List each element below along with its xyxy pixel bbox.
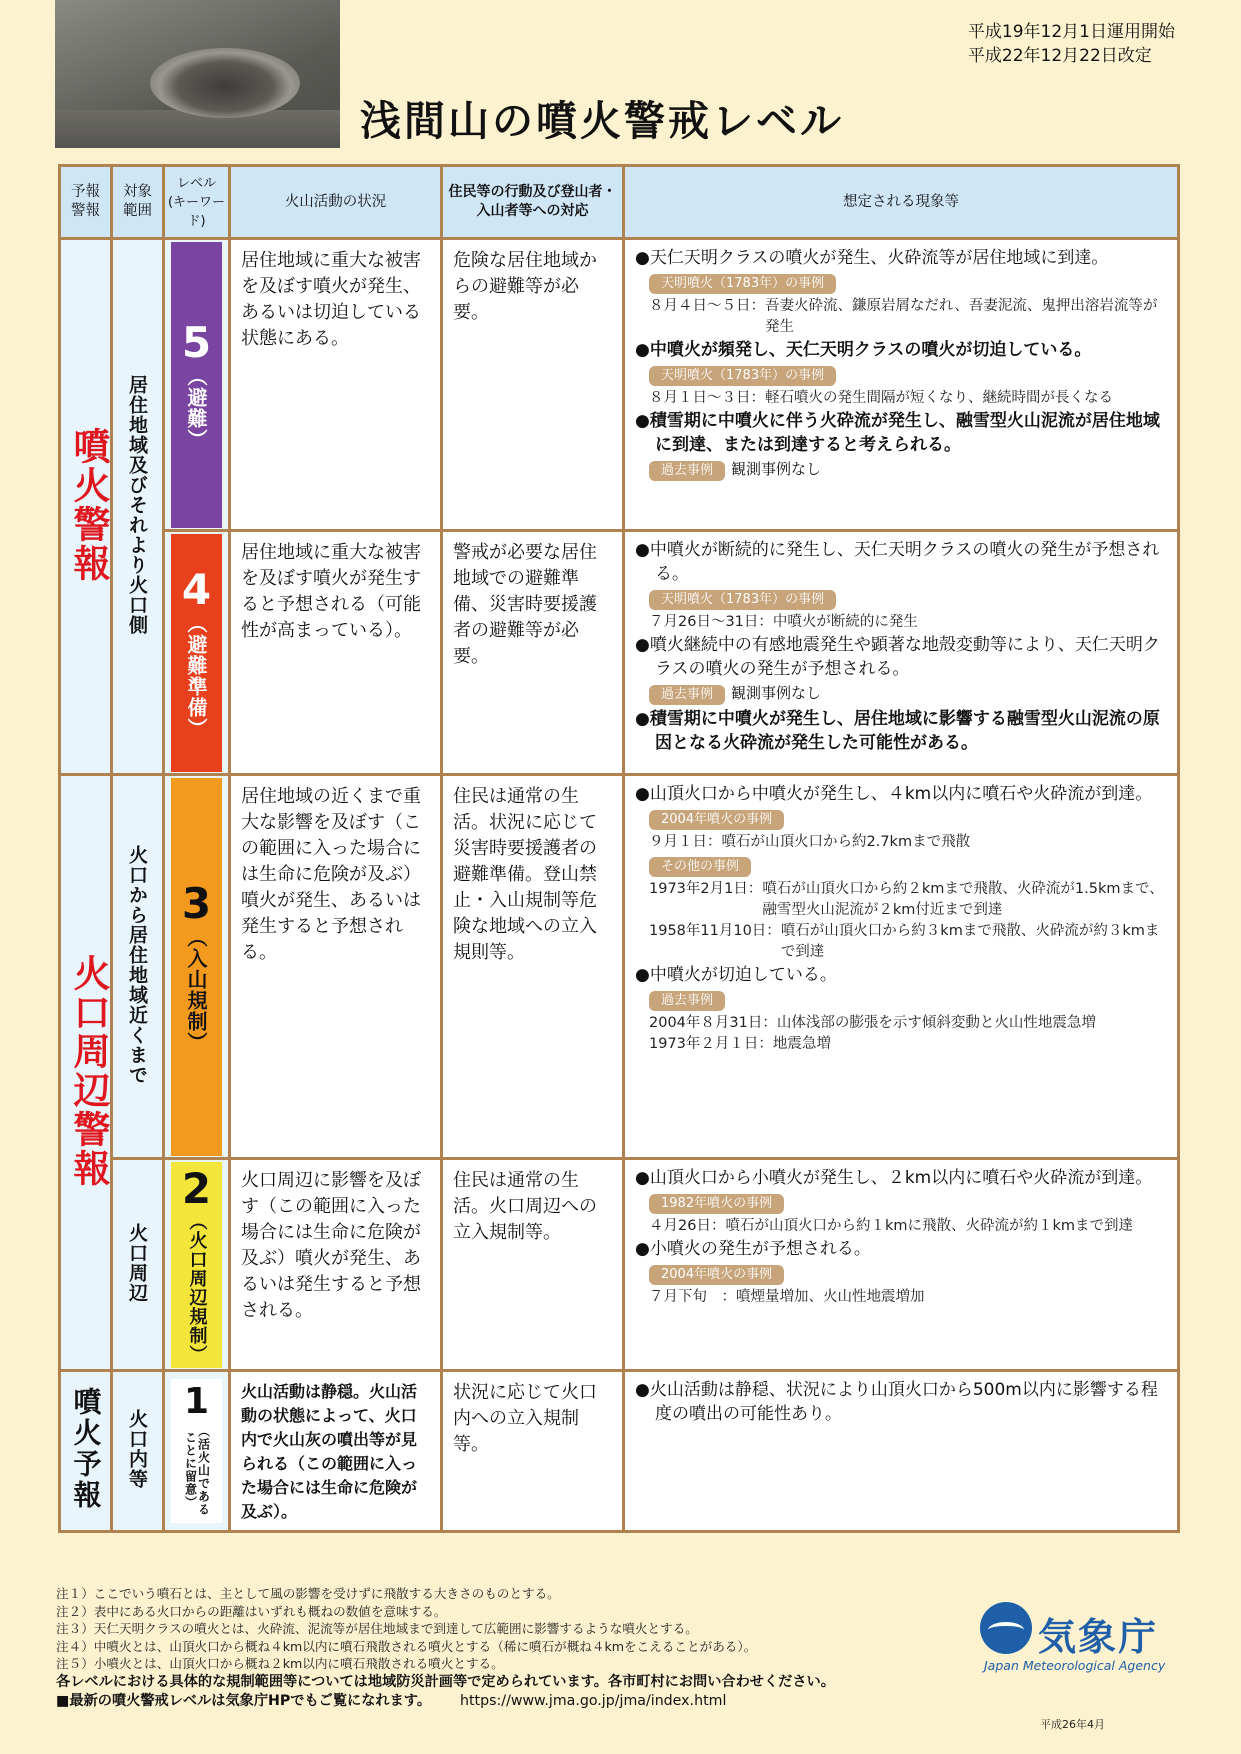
level-3-cell <box>164 775 230 1159</box>
scope-residential: 居住地域及びそれより火口側 <box>126 374 148 635</box>
crater-hole <box>150 48 300 118</box>
level-1-phenomena <box>624 1371 1179 1532</box>
case-entry <box>649 296 1169 338</box>
page-title: 浅間山の噴火警戒レベル <box>360 97 844 145</box>
level-4-number: 4 <box>181 564 212 614</box>
level-5-keyword: （避難） <box>184 365 208 450</box>
kind-warning: 噴火警報 <box>67 426 110 583</box>
level-row-5 <box>60 239 1179 531</box>
note-1: 注１）ここでいう噴石とは、主として風の影響を受けずに飛散する大きさのものとする。 <box>56 1586 560 1601</box>
case-inline-text: 観測事例なし <box>731 460 822 478</box>
jma-name: 気象庁 <box>1038 1615 1159 1659</box>
case-date: 1958年11月10日： <box>649 923 781 939</box>
level-3-keyword: （入山規制） <box>184 926 208 1053</box>
jma-emblem-icon <box>980 1602 1032 1654</box>
case-entry <box>649 388 1169 409</box>
phenomenon-item: ●積雪期に中噴火に伴う火砕流が発生し、融雪型火山泥流が居住地域に到達、または到達すると考えられる。 <box>635 411 1160 455</box>
footer-line2 <box>56 1692 835 1711</box>
case-date: ７月26日～31日： <box>649 614 773 630</box>
date-start: 平成19年12月1日運用開始 <box>967 22 1175 42</box>
level-4-badge <box>171 534 222 772</box>
crater-photo <box>55 0 340 148</box>
level-row-3 <box>60 775 1179 1159</box>
level-4-cell <box>164 531 230 775</box>
case-tag: 2004年噴火の事例 <box>649 810 784 830</box>
col-header-scope: 対象 範囲 <box>112 166 164 239</box>
date-block <box>968 20 1175 68</box>
scope-crater-area-cell <box>112 1159 164 1371</box>
footer-line2-text: ■最新の噴火警戒レベルは気象庁HPでもご覧になれます。 <box>56 1693 432 1709</box>
col-header-level: レベル (キーワード) <box>164 166 230 239</box>
case-date: 1973年２月１日： <box>649 1036 773 1052</box>
phenomenon-item: ●小噴火の発生が予想される。 <box>635 1239 871 1259</box>
level-row-2 <box>60 1159 1179 1371</box>
case-block <box>635 270 1169 338</box>
case-date: ７月下旬 ： <box>649 1289 736 1305</box>
col-header-activity: 火山活動の状況 <box>230 166 442 239</box>
case-content: 山体浅部の膨張を示す傾斜変動と火山性地震急増 <box>776 1015 1096 1031</box>
case-content: 噴煙量増加、火山性地震増加 <box>736 1289 925 1305</box>
case-tag: 天明噴火（1783年）の事例 <box>649 590 836 610</box>
footer <box>56 1673 835 1711</box>
case-date: ４月26日： <box>649 1218 726 1234</box>
note-4: 注４）中噴火とは、山頂火口から概ね４km以内に噴石飛散される噴火とする（稀に噴石が概ね４kmをこえることがある）。 <box>56 1638 757 1654</box>
level-2-response: 住民は通常の生活。火口周辺への立入規制等。 <box>442 1159 624 1371</box>
level-1-activity: 火山活動は静穏。火山活動の状態によって、火口内で火山灰の噴出等が見られる（この範囲に入った場合には生命に危険が及ぶ）。 <box>230 1371 442 1532</box>
case-tag: 過去事例 <box>649 991 725 1011</box>
case-content: 噴石が山頂火口から約2.7kmまで飛散 <box>721 834 971 850</box>
kind-warning-cell <box>60 239 112 775</box>
level-1-response: 状況に応じて火口内への立入規制等。 <box>442 1371 624 1532</box>
jma-name-en: Japan Meteorological Agency <box>984 1658 1166 1673</box>
case-content: 噴石が山頂火口から約２kmまで飛散、火砕流が1.5kmまで、融雪型火山泥流が２km付近まで到達 <box>762 881 1164 918</box>
phenomenon-item: ●中噴火が断続的に発生し、天仁天明クラスの噴火の発生が予想される。 <box>635 540 1160 584</box>
footer-line1: 各レベルにおける具体的な規制範囲等については地域防災計画等で定められています。各市町村にお問い合わせください。 <box>56 1674 835 1690</box>
case-content: 中噴火が断続的に発生 <box>772 614 918 630</box>
scope-crater-area: 火口周辺 <box>126 1222 148 1303</box>
case-tag: 天明噴火（1783年）の事例 <box>649 274 836 294</box>
case-tag: その他の事例 <box>649 857 751 877</box>
level-2-phenomena <box>624 1159 1179 1371</box>
level-3-number: 3 <box>181 878 212 928</box>
case-entry <box>649 612 1169 633</box>
level-5-number: 5 <box>181 317 212 367</box>
case-entry <box>649 921 1169 963</box>
case-block <box>635 853 1169 963</box>
case-date: ８月１日～３日： <box>649 390 765 406</box>
level-2-cell <box>164 1159 230 1371</box>
scope-crater-inside-cell <box>112 1371 164 1532</box>
case-tag: 2004年噴火の事例 <box>649 1265 784 1285</box>
level-5-response: 危険な居住地域からの避難等が必要。 <box>442 239 624 531</box>
kind-forecast-cell <box>60 1371 112 1532</box>
scope-near-residential-cell <box>112 775 164 1159</box>
date-revised: 平成22年12月22日改定 <box>967 46 1152 66</box>
level-5-badge <box>171 242 222 528</box>
case-entry <box>649 1034 1169 1055</box>
case-block <box>635 362 1169 409</box>
scope-crater-inside: 火口内等 <box>126 1409 148 1489</box>
scope-near-residential: 火口から居住地域近くまで <box>126 844 148 1085</box>
case-block <box>635 1190 1169 1237</box>
case-block <box>635 586 1169 633</box>
note-5: 注５）小噴火とは、山頂火口から概ね２km以内に噴石飛散される噴火とする。 <box>56 1656 504 1672</box>
level-2-activity: 火口周辺に影響を及ぼす（この範囲に入った場合には生命に危険が及ぶ）噴火が発生、あるいは発生すると予想される。 <box>230 1159 442 1371</box>
case-content: 噴石が山頂火口から約１kmに飛散、火砕流が約１kmまで到達 <box>725 1218 1133 1234</box>
phenomenon-item: ●積雪期に中噴火が発生し、居住地域に影響する融雪型火山泥流の原因となる火砕流が発生した可能性がある。 <box>635 709 1160 753</box>
case-entry <box>649 832 1169 853</box>
level-3-response: 住民は通常の生活。状況に応じて災害時要援護者の避難準備。登山禁止・入山規制等危険な地域への立入規則等。 <box>442 775 624 1159</box>
case-date: ８月４日～５日： <box>649 298 765 314</box>
case-tag: 天明噴火（1783年）の事例 <box>649 366 836 386</box>
phenomenon-item: ●噴火継続中の有感地震発生や顕著な地殻変動等により、天仁天明クラスの噴火の発生が予想される。 <box>635 635 1160 679</box>
level-1-number: 1 <box>183 1381 210 1422</box>
phenomenon-item: ●火山活動は静穏、状況により山頂火口から500m以内に影響する程度の噴出の可能性あり。 <box>635 1380 1158 1424</box>
case-content: 吾妻火砕流、鎌原岩屑なだれ、吾妻泥流、鬼押出溶岩流等が発生 <box>765 298 1158 335</box>
notes <box>56 1585 756 1673</box>
level-3-phenomena <box>624 775 1179 1159</box>
table-header-row <box>60 166 1179 239</box>
note-3: 注３）天仁天明クラスの噴火とは、火砕流、泥流等が居住地域まで到達して広範囲に影響するような噴火とする。 <box>56 1621 698 1637</box>
level-5-phenomena <box>624 239 1179 531</box>
level-4-phenomena <box>624 531 1179 775</box>
jma-url-link[interactable]: https://www.jma.go.jp/jma/index.html <box>460 1693 727 1709</box>
level-3-badge <box>171 778 222 1156</box>
level-4-response: 警戒が必要な居住地域での避難準備、災害時要援護者の避難等が必要。 <box>442 531 624 775</box>
level-2-number: 2 <box>181 1163 212 1213</box>
level-4-activity: 居住地域に重大な被害を及ぼす噴火が発生すると予想される（可能性が高まっている）。 <box>230 531 442 775</box>
case-block <box>635 987 1169 1055</box>
phenomenon-item: ●山頂火口から中噴火が発生し、４km以内に噴石や火砕流が到達。 <box>635 784 1153 804</box>
case-block <box>635 681 1169 707</box>
case-tag: 過去事例 <box>649 685 725 705</box>
case-content: 地震急増 <box>772 1036 831 1052</box>
case-date: 1973年2月1日： <box>649 881 763 897</box>
alert-level-table <box>58 164 1180 1533</box>
level-2-badge <box>171 1162 222 1368</box>
case-entry <box>649 879 1169 921</box>
case-block <box>635 1261 1169 1308</box>
phenomenon-item: ●天仁天明クラスの噴火が発生、火砕流等が居住地域に到達。 <box>635 248 1109 268</box>
jma-logo <box>980 1598 1180 1688</box>
level-1-keyword: （活火山であることに留意） <box>183 1424 211 1516</box>
level-2-keyword: （火口周辺規制） <box>186 1211 208 1364</box>
note-2: 注２）表中にある火口からの距離はいずれも概ねの数値を意味する。 <box>56 1603 447 1619</box>
level-5-activity: 居住地域に重大な被害を及ぼす噴火が発生、あるいは切迫している状態にある。 <box>230 239 442 531</box>
case-content: 軽石噴火の発生間隔が短くなり、継続時間が長くなる <box>765 390 1113 406</box>
phenomenon-item: ●山頂火口から小噴火が発生し、２km以内に噴石や火砕流が到達。 <box>635 1168 1153 1188</box>
kind-forecast: 噴火予報 <box>69 1387 103 1511</box>
case-entry <box>649 1013 1169 1034</box>
case-inline-text: 観測事例なし <box>731 684 822 702</box>
case-tag: 1982年噴火の事例 <box>649 1194 784 1214</box>
case-entry <box>649 1216 1169 1237</box>
kind-crater-warning-cell <box>60 775 112 1371</box>
case-tag: 過去事例 <box>649 461 725 481</box>
col-header-forecast: 予報 警報 <box>60 166 112 239</box>
case-block <box>635 457 1169 483</box>
col-header-phenomena: 想定される現象等 <box>624 166 1179 239</box>
level-1-cell <box>164 1371 230 1532</box>
phenomenon-item: ●中噴火が切迫している。 <box>635 965 837 985</box>
level-3-activity: 居住地域の近くまで重大な影響を及ぼす（この範囲に入った場合には生命に危険が及ぶ）噴火が発生、あるいは発生すると予想される。 <box>230 775 442 1159</box>
phenomenon-item: ●中噴火が頻発し、天仁天明クラスの噴火が切迫している。 <box>635 340 1092 360</box>
case-date: ９月１日： <box>649 834 722 850</box>
case-block <box>635 806 1169 853</box>
scope-residential-cell <box>112 239 164 775</box>
level-1-badge <box>171 1379 222 1523</box>
case-entry <box>649 1287 1169 1308</box>
case-date: 2004年８月31日： <box>649 1015 777 1031</box>
issued-date: 平成26年4月 <box>1040 1718 1105 1731</box>
kind-crater-warning: 火口周辺警報 <box>67 953 110 1188</box>
level-row-4 <box>60 531 1179 775</box>
level-5-cell <box>164 239 230 531</box>
level-row-1 <box>60 1371 1179 1532</box>
col-header-response: 住民等の行動及び登山者・入山者等への対応 <box>442 166 624 239</box>
case-content: 噴石が山頂火口から約３kmまで飛散、火砕流が約３kmまで到達 <box>780 923 1160 960</box>
level-4-keyword: （避難準備） <box>184 612 208 739</box>
